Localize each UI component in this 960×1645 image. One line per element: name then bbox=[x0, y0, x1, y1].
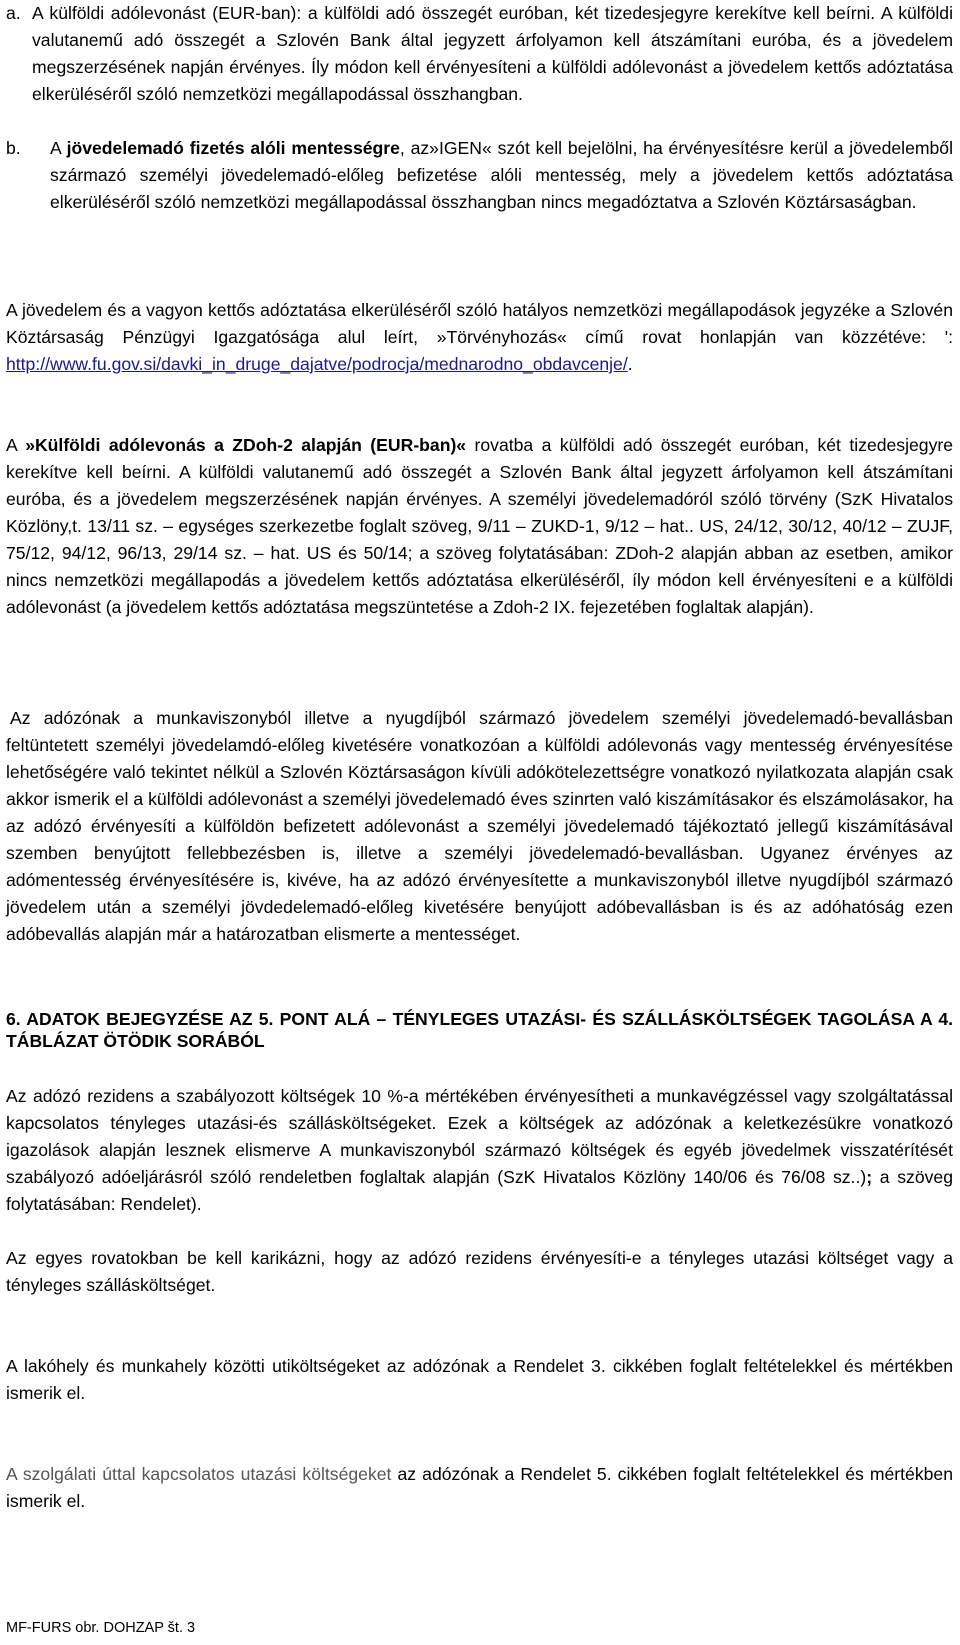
paragraph-commute: A lakóhely és munkahely közötti utiköltségeket az adózónak a Rendelet 3. cikkében foglalt feltételekkel és mértékben ismerik el. bbox=[6, 1356, 953, 1403]
list-marker: a. bbox=[6, 3, 21, 23]
paragraph-treaties: A jövedelem és a vagyon kettős adóztatása elkerüléséről szóló hatályos nemzetközi megállapodások jegyzéke a Szlovén Köztársaság Pénzügyi Igazgatósága alul leírt, »Törvényhozás« című rovat honlapján van közzétéve: ': http://www.fu.gov.si/davki_in_druge_dajatve/podrocja/mednarodno_obdavcenje/. bbox=[6, 300, 953, 374]
list-item-text: A jövedelemadó fizetés alóli mentességre, az»IGEN« szót kell bejelölni, ha érvényesítésre kerül a jövedelemből származó személyi jövedelemadó-előleg befizetése alóli mentesség, mely a jövedelem kettős adóztatása elkerüléséről szóló nemzetközi megállapodással összhangban nincs megadóztatva a Szlovén Köztársaságban. bbox=[50, 138, 953, 212]
list-item-b bbox=[6, 135, 953, 216]
treaties-link[interactable]: http://www.fu.gov.si/davki_in_druge_dajatve/podrocja/mednarodno_obdavcenje/ bbox=[6, 354, 628, 374]
paragraph-resident: Az adózó rezidens a szabályozott költségek 10 %-a mértékében érvényesítheti a munkavégzéssel vagy szolgáltatással kapcsolatos tényleges utazási-és szállásköltségeket. Ezek a költségek az adózónak a keletkezésükre vonatkozó igazolások alapján lesznek elismerve A munkaviszonyból származó költségek és egyéb jövedelmek visszatérítését szabályozó adóeljárásról szóló rendeletben foglaltak alapján (SzK Hivatalos Közlöny 140/06 és 76/08 sz..); a szöveg folytatásában: Rendelet). bbox=[6, 1086, 953, 1214]
paragraph-employment: Az adózónak a munkaviszonyból illetve a nyugdíjból származó jövedelem személyi jövedelemadó-bevallásban feltüntetett személyi jövedelamdó-előleg kivetésére vonatkozóan a külföldi adólevonás vagy mentesség érvényesítése lehetőségére való tekintet nélkül a Szlovén Köztársaságon kívüli adókötelezettségre vonatkozó nyilatkozata alapján csak akkor ismerik el a külföldi adólevonást a személyi jövedelemadó éves szinrten való kiszámításakor és elszámolásakor, ha az adózó érvényesíti a külföldön befizetett adólevonást a személyi jövedelemadó tájékoztató jellegű kiszámításával szemben benyújtott fellebbezésben is, illetve a személyi jövedelemadó-bevallásban. Ugyanez érvényes az adómentesség érvényesítésére is, kivéve, ha az adózó érvényesítette a munkaviszonyból illetve nyugdíjból származó jövedelem után a személyi jövdedelemadó-előleg kivetésére benyújott adóbevallásban is és az adóhatóság ezen adóbevallás alapján már a határozatban elismerte a mentességet. bbox=[6, 708, 953, 944]
list-item-text: A külföldi adólevonást (EUR-ban): a külföldi adó összegét euróban, két tizedesjegyre kerekítve kell beírni. A külföldi valutanemű adó összegét a Szlovén Bank által jegyzett árfolyamon kell átszámítani euróba, és a jövedelem megszerzésének napján érvényes. Íly módon kell érvényesíteni a külföldi adólevonást a jövedelem kettős adóztatása elkerüléséről szóló nemzetközi megállapodással összhangban. bbox=[32, 3, 953, 104]
paragraph-official-travel: A szolgálati úttal kapcsolatos utazási költségeket az adózónak a Rendelet 5. cikkében foglalt feltételekkel és mértékben ismerik el. bbox=[6, 1464, 953, 1511]
list-marker: b. bbox=[6, 138, 21, 158]
paragraph-foreign-tax: A »Külföldi adólevonás a ZDoh-2 alapján (EUR-ban)« rovatba a külföldi adó összegét euróban, két tizedesjegyre kerekítve kell beírni. A külföldi valutanemű adó összegét a Szlovén Bank által jegyzett árfolyamon kell átszámítani euróba, és a jövedelem megszerzésének napján érvényes. A személyi jövedelemadóról szóló törvény (SzK Hivatalos Közlöny,t. 13/11 sz. – egységes szerkezetbe foglalt szöveg, 9/11 – ZUKD-1, 9/12 – hat.. US, 24/12, 30/12, 40/12 – ZUJF, 75/12, 94/12, 96/13, 29/14 sz. – hat. US és 50/14; a szöveg folytatásában: ZDoh-2 alapján abban az esetben, amikor nincs nemzetközi megállapodás a jövedelem kettős adóztatása elkerüléséről, íly módon kell érvényesíteni e a külföldi adólevonást (a jövedelem kettős adóztatása megszüntetése a Zdoh-2 IX. fejezetében foglaltak alapján). bbox=[6, 435, 954, 617]
paragraph-mark: Az egyes rovatokban be kell karikázni, hogy az adózó rezidens érvényesíti-e a tényleges utazási költséget vagy a tényleges szállásköltséget. bbox=[6, 1248, 953, 1295]
page-footer: MF-FURS obr. DOHZAP št. 3 bbox=[6, 1620, 196, 1636]
list-item-a bbox=[6, 0, 953, 108]
bold-term: »Külföldi adólevonás a ZDoh-2 alapján (EUR-ban)« bbox=[25, 435, 467, 455]
bold-term: jövedelemadó fizetés alóli mentességre bbox=[66, 138, 400, 158]
section-heading-6: 6. ADATOK BEJEGYZÉSE AZ 5. PONT ALÁ – TÉNYLEGES UTAZÁSI- ÉS SZÁLLÁSKÖLTSÉGEK TAGOLÁSA A 4. TÁBLÁZAT ÖTÖDIK SORÁBÓL bbox=[6, 1009, 953, 1051]
